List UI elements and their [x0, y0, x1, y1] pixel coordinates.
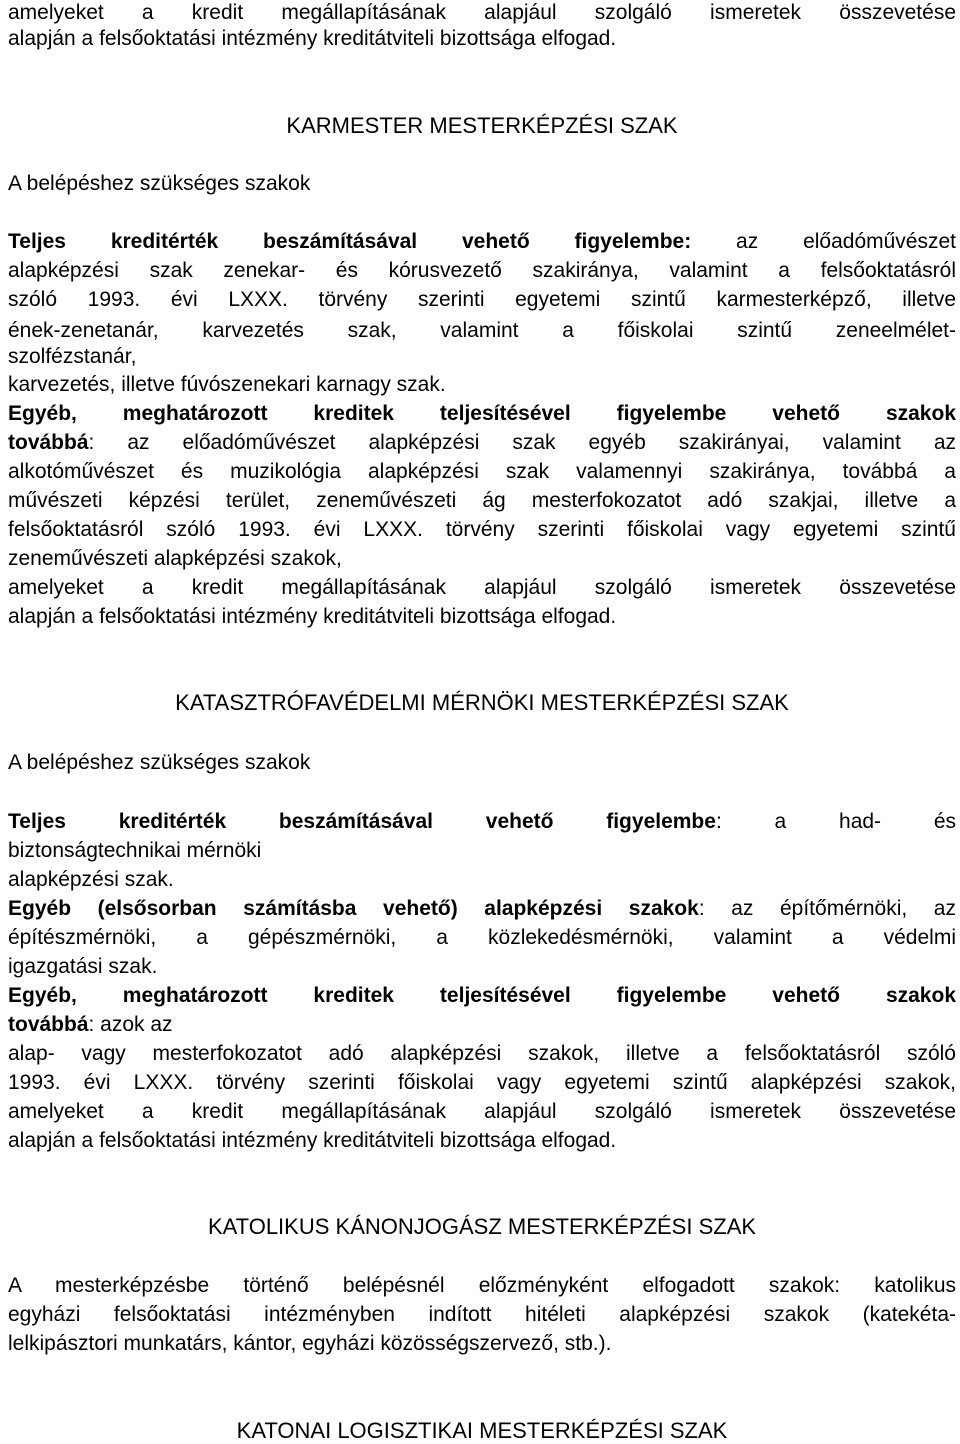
paragraph-line: alkotóművészet és muzikológia alapképzési szak valamennyi szakiránya, továbbá a: [8, 460, 956, 483]
paragraph-line: alapján a felsőoktatási intézmény kreditátviteli bizottsága elfogad.: [8, 27, 617, 50]
paragraph-line: [8, 430, 956, 456]
paragraph-line: építészmérnöki, a gépészmérnöki, a közlekedésmérnöki, valamint a védelmi: [8, 926, 956, 949]
paragraph-line: igazgatási szak.: [8, 955, 158, 978]
paragraph-line: zeneművészeti alapképzési szakok,: [8, 547, 342, 570]
paragraph-line: felsőoktatásról szóló 1993. évi LXXX. törvény szerinti főiskolai vagy egyetemi szintű: [8, 518, 956, 541]
paragraph-line: alapképzési szak.: [8, 868, 174, 891]
paragraph-line: amelyeket a kredit megállapításának alapjául szolgáló ismeretek összevetése: [8, 1100, 956, 1123]
paragraph-line: alapján a felsőoktatási intézmény kreditátviteli bizottsága elfogad.: [8, 1129, 617, 1152]
text-span: : az építőmérnöki, az: [698, 897, 956, 920]
paragraph-line: A mesterképzésbe történő belépésnél előzményként elfogadott szakok: katolikus: [8, 1274, 956, 1297]
credit-label: továbbá: [8, 1013, 89, 1036]
section-title: KATASZTRÓFAVÉDELMI MÉRNÖKI MESTERKÉPZÉSI SZAK: [175, 690, 789, 715]
credit-label: Egyéb (elsősorban számításba vehető) alapképzési szakok: [8, 897, 699, 920]
text-span: : azok az: [88, 1013, 173, 1036]
text-span: az előadóművészet: [691, 230, 957, 253]
paragraph-line: [8, 896, 956, 922]
paragraph-line: alap- vagy mesterfokozatot adó alapképzési szakok, illetve a felsőoktatásról szóló: [8, 1042, 956, 1065]
paragraph-line: 1993. évi LXXX. törvény szerinti főiskolai vagy egyetemi szintű alapképzési szakok,: [8, 1071, 956, 1094]
section-title: KATONAI LOGISZTIKAI MESTERKÉPZÉSI SZAK: [236, 1418, 728, 1443]
paragraph-line: karvezetés, illetve fúvószenekari karnagy szak.: [8, 373, 446, 396]
paragraph-line: amelyeket a kredit megállapításának alapjául szolgáló ismeretek összevetése: [8, 576, 956, 599]
paragraph-line: lelkipásztori munkatárs, kántor, egyházi közösségszervező, stb.).: [8, 1332, 612, 1355]
text-span: : az előadóművészet alapképzési szak egyéb szakirányai, valamint az: [88, 431, 956, 454]
paragraph-line: ének-zenetanár, karvezetés szak, valamint a főiskolai szintű zeneelmélet-: [8, 319, 956, 342]
section-title: KATOLIKUS KÁNONJOGÁSZ MESTERKÉPZÉSI SZAK: [207, 1214, 757, 1239]
credit-label: Teljes kreditérték beszámításával vehető figyelembe: [8, 810, 716, 833]
credit-label: Egyéb, meghatározott kreditek teljesítésével figyelembe vehető szakok: [8, 984, 956, 1007]
paragraph-line: egyházi felsőoktatási intézményben indított hitéleti alapképzési szakok (katekéta-: [8, 1303, 956, 1326]
credit-label: továbbá: [8, 431, 89, 454]
paragraph-line: szolfézstanár,: [8, 345, 137, 368]
paragraph-line: [8, 229, 956, 255]
paragraph-line: művészeti képzési terület, zeneművészeti ág mesterfokozatot adó szakjai, illetve a: [8, 489, 956, 512]
credit-label: Teljes kreditérték beszámításával vehető figyelembe:: [8, 230, 692, 253]
credit-label: Egyéb, meghatározott kreditek teljesítésével figyelembe vehető szakok: [8, 402, 956, 425]
section-subheading: A belépéshez szükséges szakok: [8, 751, 311, 774]
text-span: : a had- és: [715, 810, 956, 833]
section-title: KARMESTER MESTERKÉPZÉSI SZAK: [286, 113, 678, 138]
paragraph-line: alapképzési szak zenekar- és kórusvezető szakiránya, valamint a felsőoktatásról: [8, 259, 956, 282]
paragraph-line: alapján a felsőoktatási intézmény kreditátviteli bizottsága elfogad.: [8, 605, 617, 628]
paragraph-line: [8, 1012, 956, 1038]
section-subheading: A belépéshez szükséges szakok: [8, 172, 311, 195]
paragraph-line: biztonságtechnikai mérnöki: [8, 839, 262, 862]
paragraph-line: [8, 809, 956, 835]
paragraph-line: amelyeket a kredit megállapításának alapjául szolgáló ismeretek összevetése: [8, 1, 956, 24]
paragraph-line: szóló 1993. évi LXXX. törvény szerinti egyetemi szintű karmesterképző, illetve: [8, 288, 956, 311]
